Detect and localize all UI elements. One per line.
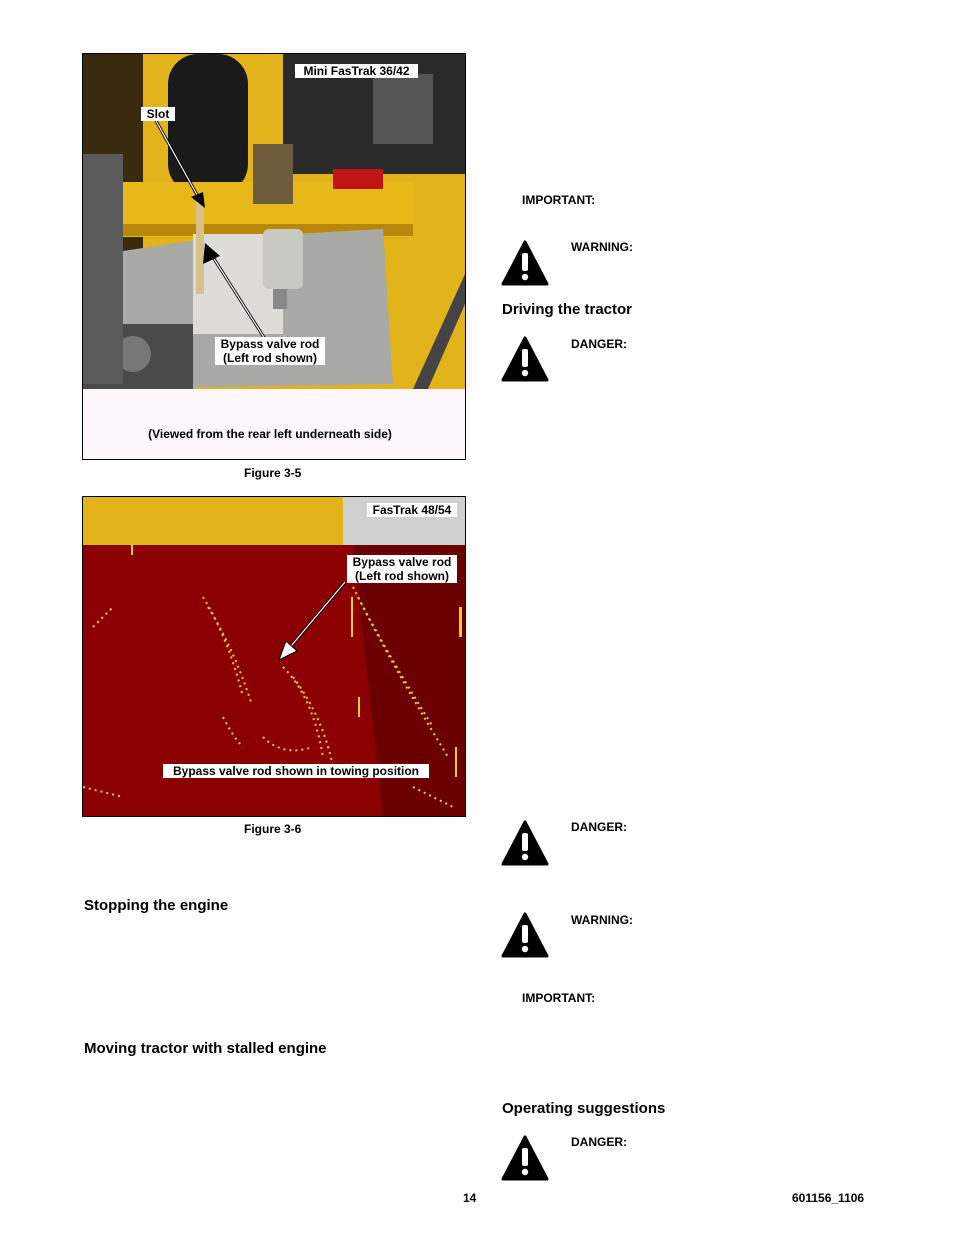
danger-notice-1: DANGER: <box>571 337 627 351</box>
heading-moving-tractor: Moving tractor with stalled engine <box>84 1040 327 1057</box>
figure-3-5-view-label: (Viewed from the rear left underneath side) <box>148 427 392 441</box>
warning-triangle-icon <box>501 912 549 958</box>
figure-3-6-photo <box>82 496 466 817</box>
figure-3-5-rod-label-line1: Bypass valve rod <box>220 337 320 351</box>
figure-3-5-slot-label: Slot <box>141 107 175 121</box>
figure-3-5-rod-label <box>215 337 325 365</box>
warning-triangle-icon <box>501 240 549 286</box>
figure-3-5-caption: Figure 3-5 <box>244 466 302 480</box>
figure-3-5-model-label: Mini FasTrak 36/42 <box>295 64 418 78</box>
document-number: 601156_1106 <box>792 1191 865 1205</box>
figure-3-6-rod-label <box>347 555 457 583</box>
figure-3-6-caption: Figure 3-6 <box>244 822 302 836</box>
warning-notice-2: WARNING: <box>571 913 633 927</box>
danger-notice-2: DANGER: <box>571 820 627 834</box>
danger-triangle-icon <box>501 820 549 866</box>
important-notice-1: IMPORTANT: <box>522 193 596 207</box>
heading-operating-suggestions: Operating suggestions <box>502 1100 666 1117</box>
warning-notice-1: WARNING: <box>571 240 633 254</box>
figure-3-6-rod-label-line1: Bypass valve rod <box>352 555 452 569</box>
figure-3-6-towing-label: Bypass valve rod shown in towing position <box>163 764 429 778</box>
danger-notice-3: DANGER: <box>571 1135 627 1149</box>
heading-stopping-engine: Stopping the engine <box>84 897 229 914</box>
figure-3-6-model-label: FasTrak 48/54 <box>367 503 457 517</box>
important-notice-2: IMPORTANT: <box>522 991 596 1005</box>
danger-triangle-icon <box>501 336 549 382</box>
heading-driving-tractor: Driving the tractor <box>502 301 633 318</box>
page-number: 14 <box>463 1191 477 1205</box>
figure-3-5-photo <box>82 53 466 460</box>
figure-3-6-rod-label-line2: (Left rod shown) <box>355 569 449 583</box>
danger-triangle-icon <box>501 1135 549 1181</box>
figure-3-5-rod-label-line2: (Left rod shown) <box>223 351 317 365</box>
